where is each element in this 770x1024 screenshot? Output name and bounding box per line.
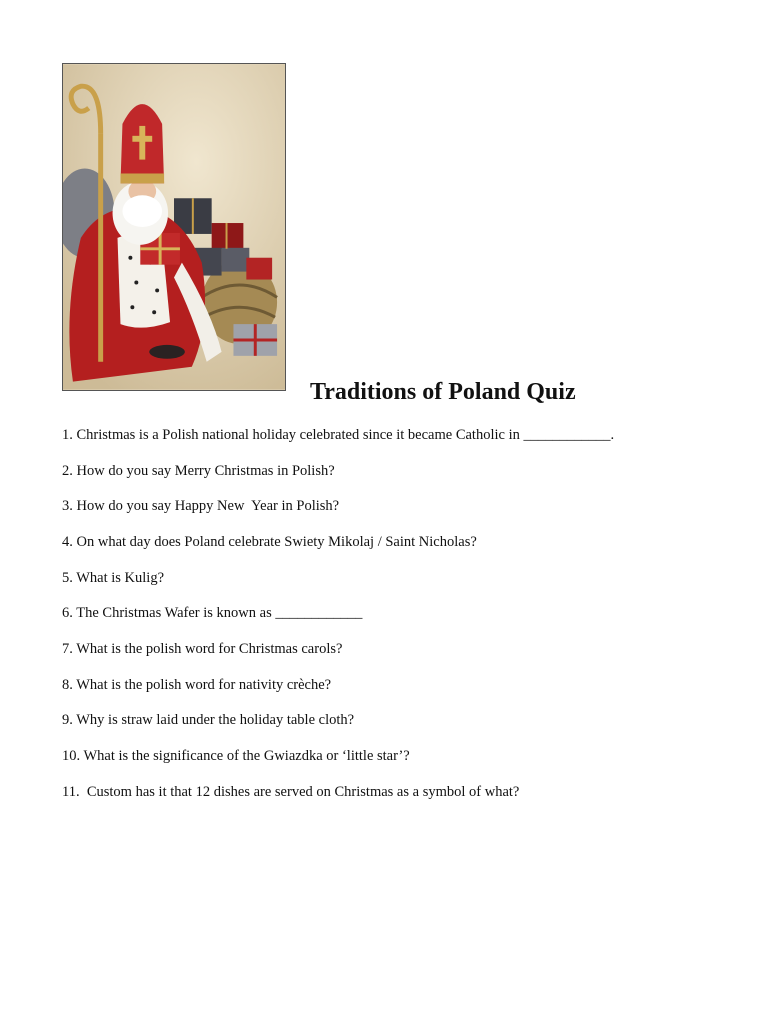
quiz-title: Traditions of Poland Quiz [310,379,576,405]
question-9: 9. Why is straw laid under the holiday table cloth? [62,712,355,728]
question-4: 4. On what day does Poland celebrate Swiety Mikolaj / Saint Nicholas? [62,534,477,550]
question-11: 11. Custom has it that 12 dishes are served on Christmas as a symbol of what? [62,784,520,800]
saint-nicholas-illustration [62,63,286,391]
question-6: 6. The Christmas Wafer is known as ____________ [62,605,363,621]
question-5: 5. What is Kulig? [62,570,165,586]
question-3: 3. How do you say Happy New Year in Polish? [62,498,340,514]
question-10: 10. What is the significance of the Gwiazdka or ‘little star’? [62,748,410,764]
question-7: 7. What is the polish word for Christmas carols? [62,641,343,657]
question-2: 2. How do you say Merry Christmas in Polish? [62,463,335,479]
question-8: 8. What is the polish word for nativity crèche? [62,677,332,693]
question-1: 1. Christmas is a Polish national holiday celebrated since it became Catholic in ____________. [62,427,615,443]
